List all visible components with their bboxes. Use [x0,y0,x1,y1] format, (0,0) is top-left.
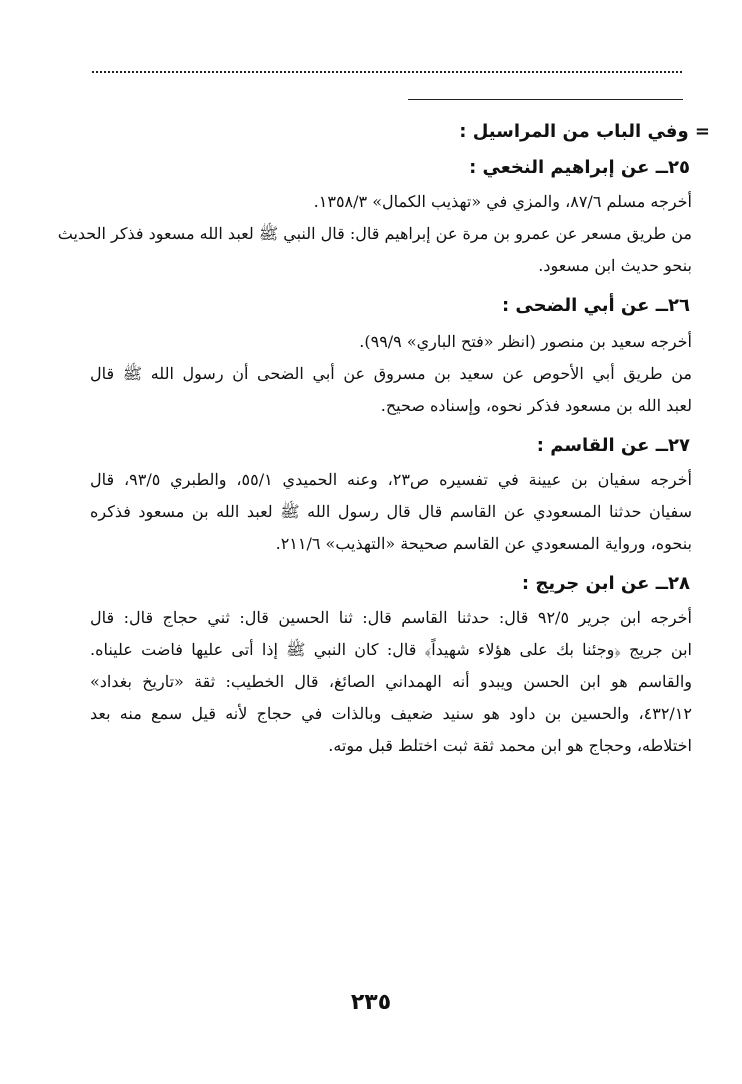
section-number: ٢٨ــ [655,573,690,594]
body-line: من طريق مسعر عن عمرو بن مرة عن إبراهيم قال: قال النبي ﷺ لعبد الله مسعود فذكر الحديث [57,224,692,243]
section-title: عن أبي الضحى : [501,295,650,316]
section-26-heading [90,292,690,320]
body-line: بنحو حديث ابن مسعود. [538,256,692,275]
section-27-body [90,464,692,560]
section-26-body [90,326,692,422]
body-line: ٤٣٢/١٢، والحسين بن داود هو سنيد ضعيف وبالذات في حجاج لأنه قيل سمع منه بعد [90,704,692,723]
section-25-heading [90,154,690,182]
body-line: والقاسم هو ابن الحسن ويبدو أنه الهمداني الصائغ، قال الخطيب: ثقة «تاريخ بغداد» [90,672,692,691]
section-28-body [90,602,692,762]
section-25-body [57,186,692,282]
footnote-separator-rule [408,99,683,100]
body-line: أخرجه ابن جرير ٩٢/٥ قال: حدثنا القاسم قال: ثنا الحسين قال: ثني حجاج قال: قال [90,608,693,627]
body-line: بنحوه، ورواية المسعودي عن القاسم صحيحة «التهذيب» ٢١١/٦. [275,534,692,553]
body-line: ابن جريج ﴿وجئنا بك على هؤلاء شهيداً﴾ قال: كان النبي ﷺ إذا أتى عليها فاضت عليناه. [90,640,692,659]
body-line: اختلاطه، وحجاج هو ابن محمد ثقة ثبت اختلط قبل موته. [328,736,692,755]
body-line: أخرجه مسلم ٨٧/٦، والمزي في «تهذيب الكمال» ١٣٥٨/٣. [313,192,692,211]
section-title: عن ابن جريج : [521,573,650,594]
page-number: ٢٣٥ [350,990,392,1015]
section-number: ٢٧ــ [655,435,690,456]
body-line: من طريق أبي الأحوص عن سعيد بن مسروق عن أبي الضحى أن رسول الله ﷺ قال [90,364,692,383]
body-line: أخرجه سعيد بن منصور (انظر «فتح الباري» ٩٩/٩). [359,332,692,351]
body-line: لعبد الله بن مسعود فذكر نحوه، وإسناده صحيح. [380,396,692,415]
section-title: عن إبراهيم النخعي : [469,157,650,178]
body-line: أخرجه سفيان بن عيينة في تفسيره ص٢٣، وعنه الحميدي ٥٥/١، والطبري ٩٣/٥، قال [90,470,692,489]
section-number: ٢٦ــ [655,295,690,316]
top-dotted-rule [92,71,682,73]
section-title: عن القاسم : [536,435,650,456]
body-line: سفيان حدثنا المسعودي عن القاسم قال قال رسول الله ﷺ لعبد الله بن مسعود فذكره [90,502,692,521]
section-27-heading [90,432,690,460]
section-28-heading [90,570,690,598]
section-number: ٢٥ــ [655,157,690,178]
intro-heading: = وفي الباب من المراسيل : [459,121,710,142]
